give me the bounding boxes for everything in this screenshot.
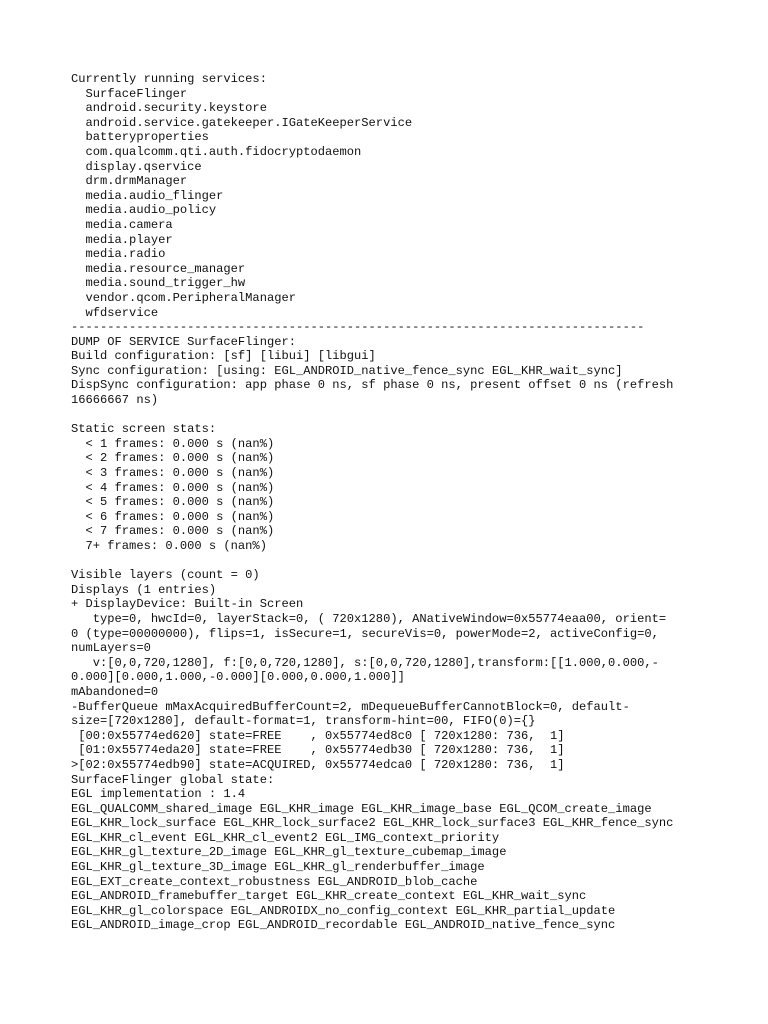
dump-line bbox=[71, 554, 761, 569]
dump-line: vendor.qcom.PeripheralManager bbox=[71, 290, 296, 305]
dump-line: EGL_EXT_create_context_robustness EGL_ANDROID_blob_cache bbox=[71, 874, 478, 889]
dump-line: EGL_KHR_lock_surface EGL_KHR_lock_surface2 EGL_KHR_lock_surface3 EGL_KHR_fence_sync bbox=[71, 816, 674, 831]
dump-line: media.player bbox=[71, 232, 173, 247]
dump-line: Visible layers (count = 0) bbox=[71, 568, 260, 583]
dump-line: numLayers=0 bbox=[71, 641, 151, 656]
dump-line: < 1 frames: 0.000 s (nan%) bbox=[71, 436, 275, 451]
dump-line: < 5 frames: 0.000 s (nan%) bbox=[71, 495, 275, 510]
dump-line: type=0, hwcId=0, layerStack=0, ( 720x1280), ANativeWindow=0x55774eaa00, orient= bbox=[71, 611, 667, 626]
dump-line: < 4 frames: 0.000 s (nan%) bbox=[71, 480, 275, 495]
dump-line: media.audio_flinger bbox=[71, 188, 224, 203]
dump-line: EGL_KHR_cl_event EGL_KHR_cl_event2 EGL_IMG_context_priority bbox=[71, 830, 500, 845]
dump-line: < 2 frames: 0.000 s (nan%) bbox=[71, 451, 275, 466]
dump-line: EGL_QUALCOMM_shared_image EGL_KHR_image EGL_KHR_image_base EGL_QCOM_create_image bbox=[71, 801, 652, 816]
dump-line: EGL_KHR_gl_colorspace EGL_ANDROIDX_no_config_context EGL_KHR_partial_update bbox=[71, 903, 616, 918]
dump-line: [00:0x55774ed620] state=FREE , 0x55774ed8c0 [ 720x1280: 736, 1] bbox=[71, 728, 565, 743]
dump-line: + DisplayDevice: Built-in Screen bbox=[71, 597, 304, 612]
dump-line: [01:0x55774eda20] state=FREE , 0x55774edb30 [ 720x1280: 736, 1] bbox=[71, 743, 565, 758]
dump-line: < 3 frames: 0.000 s (nan%) bbox=[71, 466, 275, 481]
dump-line: ------------------------------------------------------------------------------- bbox=[71, 320, 645, 335]
dump-line: SurfaceFlinger bbox=[71, 86, 188, 101]
dump-line: EGL_KHR_gl_texture_3D_image EGL_KHR_gl_renderbuffer_image bbox=[71, 860, 485, 875]
dump-line: media.radio bbox=[71, 247, 166, 262]
dump-line: >[02:0x55774edb90] state=ACQUIRED, 0x55774edca0 [ 720x1280: 736, 1] bbox=[71, 757, 565, 772]
dump-line: 7+ frames: 0.000 s (nan%) bbox=[71, 539, 267, 553]
dump-line: < 7 frames: 0.000 s (nan%) bbox=[71, 524, 275, 539]
dump-line: v:[0,0,720,1280], f:[0,0,720,1280], s:[0,0,720,1280],transform:[[1.000,0.000,- bbox=[71, 655, 659, 670]
dump-line: 0.000][0.000,1.000,-0.000][0.000,0.000,1.000]] bbox=[71, 670, 405, 685]
dump-line: DUMP OF SERVICE SurfaceFlinger: bbox=[71, 334, 296, 349]
dump-line: DispSync configuration: app phase 0 ns, sf phase 0 ns, present offset 0 ns (refresh bbox=[71, 378, 674, 393]
dump-line: EGL_ANDROID_image_crop EGL_ANDROID_recordable EGL_ANDROID_native_fence_sync bbox=[71, 918, 616, 933]
dump-line: media.resource_manager bbox=[71, 261, 246, 276]
dump-line: Displays (1 entries) bbox=[71, 582, 217, 597]
dump-line: 16666667 ns) bbox=[71, 393, 159, 408]
dump-line: media.camera bbox=[71, 217, 173, 232]
dump-line: media.sound_trigger_hw bbox=[71, 276, 246, 291]
dump-line: EGL_KHR_gl_texture_2D_image EGL_KHR_gl_texture_cubemap_image bbox=[71, 845, 507, 860]
dump-line: SurfaceFlinger global state: bbox=[71, 772, 275, 787]
dump-line bbox=[71, 408, 761, 423]
dump-line: mAbandoned=0 bbox=[71, 684, 159, 699]
dump-line: < 6 frames: 0.000 s (nan%) bbox=[71, 509, 275, 524]
dump-line: android.service.gatekeeper.IGateKeeperService bbox=[71, 115, 413, 130]
dump-line: -BufferQueue mMaxAcquiredBufferCount=2, mDequeueBufferCannotBlock=0, default- bbox=[71, 699, 630, 714]
dump-line: drm.drmManager bbox=[71, 174, 188, 189]
dump-line: Static screen stats: bbox=[71, 422, 217, 437]
dump-line: Build configuration: [sf] [libui] [libgui] bbox=[71, 349, 376, 364]
dump-line: EGL_ANDROID_framebuffer_target EGL_KHR_create_context EGL_KHR_wait_sync bbox=[71, 889, 587, 904]
dump-line: Sync configuration: [using: EGL_ANDROID_native_fence_sync EGL_KHR_wait_sync] bbox=[71, 363, 623, 378]
dump-line: 0 (type=00000000), flips=1, isSecure=1, secureVis=0, powerMode=2, activeConfig=0, bbox=[71, 626, 659, 641]
dump-line: batteryproperties bbox=[71, 130, 209, 145]
dump-line: android.security.keystore bbox=[71, 101, 267, 116]
service-dump-text bbox=[71, 72, 761, 933]
dump-line: media.audio_policy bbox=[71, 203, 217, 218]
dump-line: Currently running services: bbox=[71, 72, 267, 86]
dump-line: size=[720x1280], default-format=1, transform-hint=00, FIFO(0)={} bbox=[71, 714, 536, 729]
dump-line: EGL implementation : 1.4 bbox=[71, 787, 246, 802]
dump-line: display.qservice bbox=[71, 159, 202, 174]
dump-line: com.qualcomm.qti.auth.fidocryptodaemon bbox=[71, 144, 362, 159]
dump-line: wfdservice bbox=[71, 305, 159, 320]
